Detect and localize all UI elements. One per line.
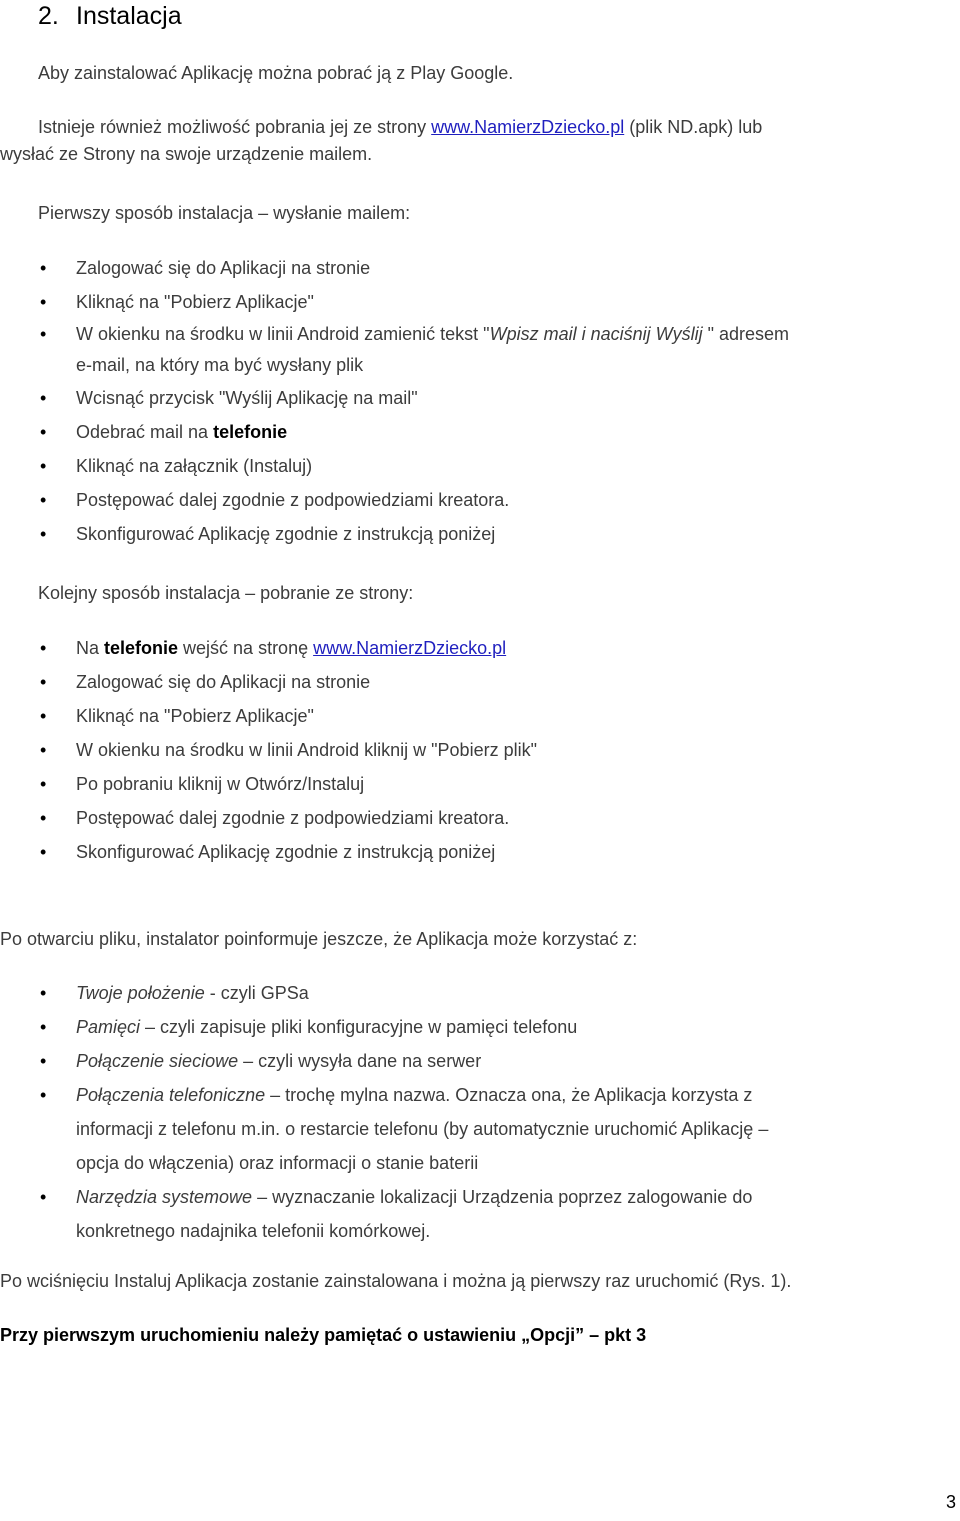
bullet-icon: • <box>40 672 47 692</box>
namierz-link-2[interactable]: www.NamierzDziecko.pl <box>313 638 507 658</box>
bullet-icon: • <box>40 388 47 408</box>
options-reminder: Przy pierwszym uruchomieniu należy pamiętać o ustawieniu „Opcji” – pkt 3 <box>0 1325 647 1345</box>
bullet-icon: • <box>40 1051 47 1071</box>
section-title: Instalacja <box>76 2 182 30</box>
bullet-icon: • <box>40 258 47 278</box>
intro-line-3: wysłać ze Strony na swoje urządzenie mailem. <box>0 144 373 164</box>
list-item: • Zalogować się do Aplikacji na stronie <box>0 251 930 285</box>
list-item: • Połączenie sieciowe – czyli wysyła dane na serwer <box>0 1044 930 1078</box>
bullet-icon: • <box>40 983 47 1003</box>
permissions-list <box>0 976 930 1248</box>
list-item: • Na telefonie wejść na stronę www.NamierzDziecko.pl <box>0 631 930 665</box>
list-item: • Skonfigurować Aplikację zgodnie z instrukcją poniżej <box>0 517 930 551</box>
bullet-icon: • <box>40 422 47 442</box>
namierz-link[interactable]: www.NamierzDziecko.pl <box>431 117 625 137</box>
bullet-icon: • <box>40 638 47 658</box>
list-item: • Zalogować się do Aplikacji na stronie <box>0 665 930 699</box>
method1-list <box>0 251 930 551</box>
bullet-icon: • <box>40 706 47 726</box>
bullet-icon: • <box>40 842 47 862</box>
bullet-icon: • <box>40 490 47 510</box>
list-item: • Postępować dalej zgodnie z podpowiedziami kreatora. <box>0 801 930 835</box>
bullet-icon: • <box>40 1017 47 1037</box>
bullet-icon: • <box>40 774 47 794</box>
bullet-icon: • <box>40 456 47 476</box>
intro-line-1: Aby zainstalować Aplikację można pobrać ją z Play Google. <box>38 63 514 83</box>
after-install-text: Po wciśnięciu Instaluj Aplikacja zostanie zainstalowana i można ją pierwszy raz uruchomić (Rys. 1). <box>0 1271 792 1291</box>
bullet-icon: • <box>40 292 47 312</box>
list-item: • W okienku na środku w linii Android zamienić tekst "Wpisz mail i naciśnij Wyślij " adresem e-mail, na który ma być wysłany plik <box>0 319 930 381</box>
bullet-icon: • <box>40 324 47 344</box>
bullet-icon: • <box>40 524 47 544</box>
permissions-intro: Po otwarciu pliku, instalator poinformuje jeszcze, że Aplikacja może korzystać z: <box>0 929 638 949</box>
bullet-icon: • <box>40 740 47 760</box>
list-item: • Twoje położenie - czyli GPSa <box>0 976 930 1010</box>
list-item: • Pamięci – czyli zapisuje pliki konfiguracyjne w pamięci telefonu <box>0 1010 930 1044</box>
list-item: • Narzędzia systemowe – wyznaczanie lokalizacji Urządzenia poprzez zalogowanie do konkretnego nadajnika telefonii komórkowej. <box>0 1180 930 1248</box>
intro-line-2-suffix: (plik ND.apk) lub <box>624 117 763 137</box>
method2-title: Kolejny sposób instalacja – pobranie ze strony: <box>38 583 414 603</box>
list-item: • Kliknąć na załącznik (Instaluj) <box>0 449 930 483</box>
bullet-icon: • <box>40 1187 47 1207</box>
section-number: 2. <box>38 2 59 30</box>
method1-title: Pierwszy sposób instalacja – wysłanie mailem: <box>38 203 411 223</box>
intro-line-2-text: Istnieje również możliwość pobrania jej ze strony <box>38 117 432 137</box>
list-item: • Kliknąć na "Pobierz Aplikacje" <box>0 699 930 733</box>
list-item: • Połączenia telefoniczne – trochę mylna nazwa. Oznacza ona, że Aplikacja korzysta z informacji z telefonu m.in. o restarcie telefonu (by automatycznie uruchomić Aplikację – opcja do włączenia) oraz informacji o stanie baterii <box>0 1078 930 1180</box>
section-heading <box>38 0 182 32</box>
bullet-icon: • <box>40 808 47 828</box>
list-item: • Kliknąć na "Pobierz Aplikacje" <box>0 285 930 319</box>
list-item: • Postępować dalej zgodnie z podpowiedziami kreatora. <box>0 483 930 517</box>
list-item: • W okienku na środku w linii Android kliknij w "Pobierz plik" <box>0 733 930 767</box>
list-item: • Skonfigurować Aplikację zgodnie z instrukcją poniżej <box>0 835 930 869</box>
page-number: 3 <box>945 1492 956 1512</box>
list-item: • Po pobraniu kliknij w Otwórz/Instaluj <box>0 767 930 801</box>
list-item: • Wcisnąć przycisk "Wyślij Aplikację na mail" <box>0 381 930 415</box>
method2-list <box>0 631 930 869</box>
intro-line-2 <box>38 114 762 141</box>
bullet-icon: • <box>40 1085 47 1105</box>
list-item: • Odebrać mail na telefonie <box>0 415 930 449</box>
